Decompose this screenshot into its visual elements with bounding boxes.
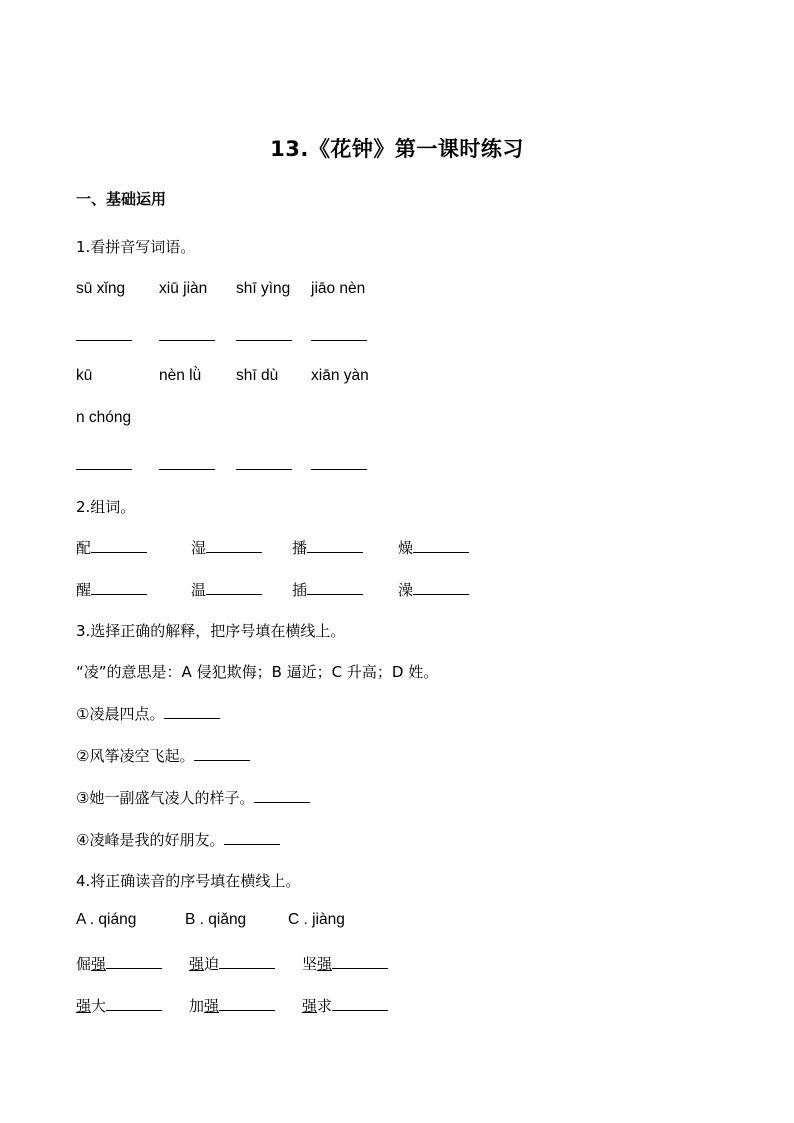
- answer-blank[interactable]: [164, 706, 220, 719]
- answer-blank[interactable]: [307, 582, 363, 595]
- answer-blank[interactable]: [76, 469, 132, 470]
- word-cell: [398, 579, 469, 600]
- answer-blank[interactable]: [307, 540, 363, 553]
- char: 澡: [398, 581, 414, 599]
- word-cell: [302, 953, 388, 974]
- page-title: 13.《花钟》第一课时练习: [270, 137, 524, 161]
- underlined-char: 强: [76, 997, 92, 1015]
- char: 加: [189, 997, 205, 1015]
- char: 坚: [302, 955, 318, 973]
- word-cell: [76, 953, 162, 974]
- answer-blank[interactable]: [91, 582, 147, 595]
- answer-blank[interactable]: [413, 582, 469, 595]
- q3-item: [76, 829, 280, 850]
- answer-blank[interactable]: [76, 340, 132, 341]
- char: 醒: [76, 581, 92, 599]
- answer-blank[interactable]: [236, 340, 292, 341]
- char: 大: [91, 997, 107, 1015]
- answer-blank[interactable]: [236, 469, 292, 470]
- item-text: ③她一副盛气凌人的样子。: [76, 789, 255, 807]
- pinyin-1: sū xǐng: [76, 280, 126, 297]
- pinyin-2: xiū jiàn: [159, 280, 208, 297]
- option-a: A . qiáng: [76, 911, 137, 928]
- item-text: ④凌峰是我的好朋友。: [76, 831, 225, 849]
- char: 插: [292, 581, 308, 599]
- char: 倔: [76, 955, 92, 973]
- q1-prompt: 1.看拼音写词语。: [76, 238, 196, 256]
- word-cell: [398, 537, 469, 558]
- underlined-char: 强: [317, 955, 333, 973]
- pinyin-8: xiān yàn: [311, 367, 369, 384]
- char: 湿: [191, 539, 207, 557]
- item-text: ②风筝凌空飞起。: [76, 747, 195, 765]
- pinyin-6: nèn lǜ: [159, 367, 202, 384]
- pinyin-5-cont: n chóng: [76, 409, 132, 426]
- char: 燥: [398, 539, 414, 557]
- word-cell: [76, 579, 147, 600]
- answer-blank[interactable]: [224, 832, 280, 845]
- answer-blank[interactable]: [159, 340, 215, 341]
- char: 求: [317, 997, 333, 1015]
- char: 配: [76, 539, 92, 557]
- underlined-char: 强: [189, 955, 205, 973]
- q4-prompt: 4.将正确读音的序号填在横线上。: [76, 872, 301, 890]
- answer-blank[interactable]: [219, 998, 275, 1011]
- option-c: C . jiàng: [288, 911, 345, 928]
- q2-prompt: 2.组词。: [76, 498, 136, 516]
- option-b: B . qiǎng: [185, 911, 247, 928]
- q3-prompt: 3.选择正确的解释，把序号填在横线上。: [76, 622, 346, 640]
- word-cell: [189, 953, 275, 974]
- word-cell: [191, 579, 262, 600]
- answer-blank[interactable]: [219, 956, 275, 969]
- pinyin-3: shī yìng: [236, 280, 291, 297]
- underlined-char: 强: [302, 997, 318, 1015]
- q3-item: [76, 787, 310, 808]
- word-cell: [191, 537, 262, 558]
- answer-blank[interactable]: [91, 540, 147, 553]
- pinyin-7: shī dù: [236, 367, 279, 384]
- answer-blank[interactable]: [106, 956, 162, 969]
- answer-blank[interactable]: [311, 340, 367, 341]
- word-cell: [302, 995, 388, 1016]
- pinyin-5: kū: [76, 367, 93, 384]
- q3-meaning: “凌”的意思是：A 侵犯欺侮；B 逼近；C 升高；D 姓。: [76, 663, 439, 681]
- word-cell: [76, 537, 147, 558]
- word-cell: [292, 579, 363, 600]
- underlined-char: 强: [91, 955, 107, 973]
- answer-blank[interactable]: [206, 582, 262, 595]
- char: 播: [292, 539, 308, 557]
- answer-blank[interactable]: [106, 998, 162, 1011]
- answer-blank[interactable]: [332, 956, 388, 969]
- underlined-char: 强: [204, 997, 220, 1015]
- answer-blank[interactable]: [159, 469, 215, 470]
- word-cell: [76, 995, 162, 1016]
- item-text: ①凌晨四点。: [76, 705, 165, 723]
- answer-blank[interactable]: [194, 748, 250, 761]
- answer-blank[interactable]: [311, 469, 367, 470]
- answer-blank[interactable]: [206, 540, 262, 553]
- answer-blank[interactable]: [254, 790, 310, 803]
- pinyin-4: jiāo nèn: [311, 280, 366, 297]
- q3-item: [76, 745, 250, 766]
- word-cell: [189, 995, 275, 1016]
- char: 温: [191, 581, 207, 599]
- q3-item: [76, 703, 220, 724]
- section-heading: 一、基础运用: [76, 190, 167, 208]
- answer-blank[interactable]: [413, 540, 469, 553]
- answer-blank[interactable]: [332, 998, 388, 1011]
- word-cell: [292, 537, 363, 558]
- char: 迫: [204, 955, 220, 973]
